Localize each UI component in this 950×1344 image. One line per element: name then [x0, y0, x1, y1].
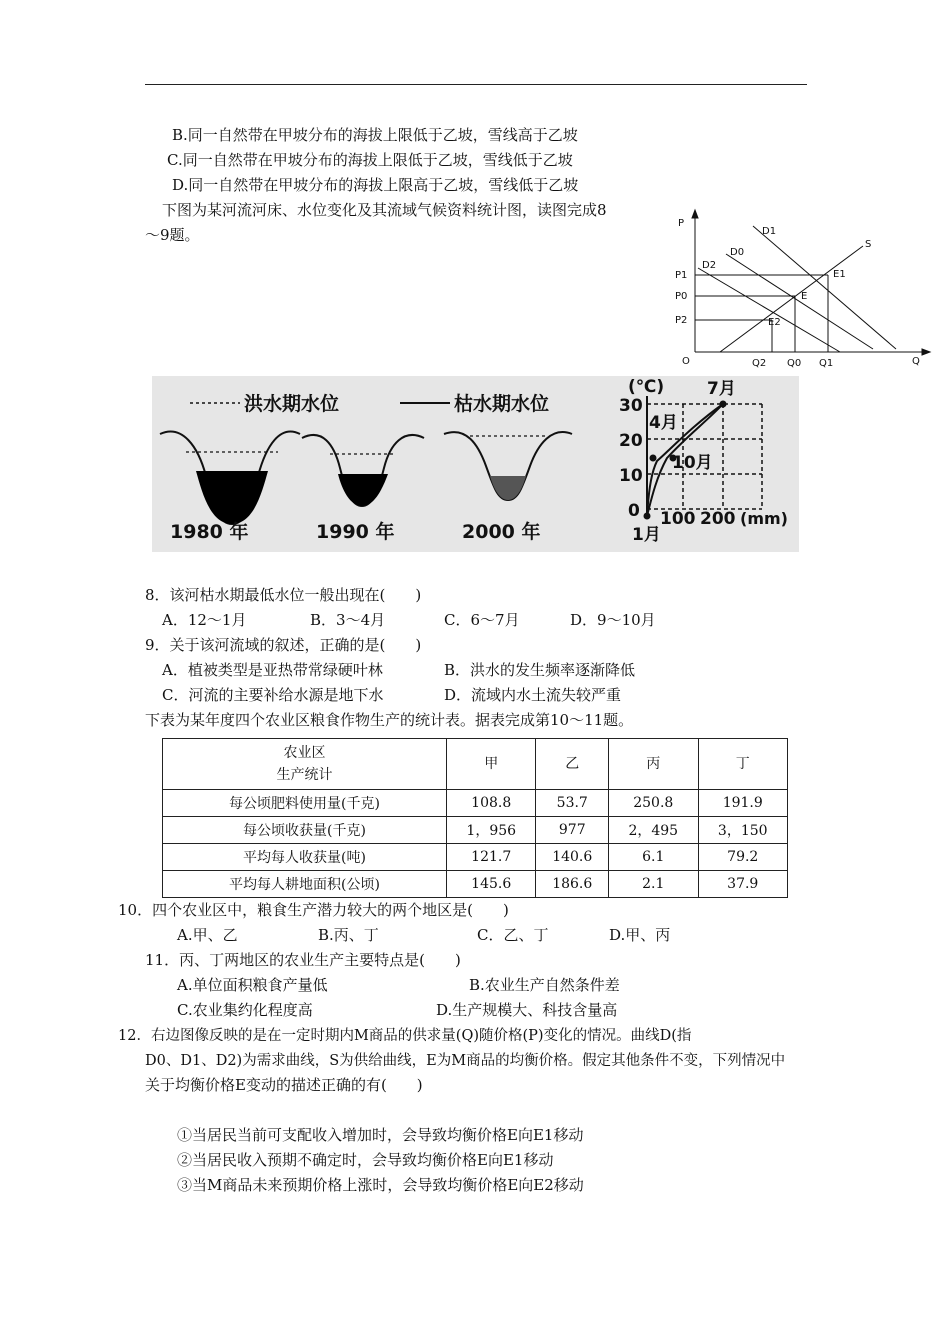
table-cell: 1，956	[447, 817, 536, 844]
q8-option-b: B．3～4月	[310, 611, 386, 629]
statement-3: ③当M商品未来预期价格上涨时，会导致均衡价格E向E2移动	[177, 1176, 584, 1194]
p1-label: P1	[675, 270, 688, 281]
label-january: 1月	[632, 525, 661, 545]
supply-demand-chart	[668, 208, 938, 376]
statement-1: ①当居民当前可支配收入增加时，会导致均衡价格E向E1移动	[177, 1126, 584, 1144]
table-cell: 145.6	[447, 871, 536, 898]
table-cell: 79.2	[698, 844, 788, 871]
row-label: 每公顷肥料使用量(千克)	[163, 790, 447, 817]
p0-label: P0	[675, 291, 688, 302]
q1-label: Q1	[819, 358, 834, 369]
x-tick-100: 100	[660, 509, 696, 529]
demand-curve-d0	[726, 254, 873, 349]
column-header: 丙	[609, 739, 698, 790]
label-october: 10月	[672, 453, 713, 473]
q11-option-d: D.生产规模大、科技含量高	[436, 1001, 618, 1019]
row-label: 平均每人收获量(吨)	[163, 844, 447, 871]
table-cell: 3，150	[698, 817, 788, 844]
q10-option-b: B.丙、丁	[318, 926, 379, 944]
table-cell: 2，495	[609, 817, 698, 844]
p-axis-label: P	[678, 218, 685, 229]
table-cell: 186.6	[536, 871, 609, 898]
q8-option-c: C．6～7月	[444, 611, 520, 629]
origin-label: O	[682, 356, 690, 367]
demand-curve-d1	[753, 226, 896, 349]
table-cell: 191.9	[698, 790, 788, 817]
q10-option-c: C．乙、丁	[477, 926, 549, 944]
q7-option-b: B.同一自然带在甲坡分布的海拔上限低于乙坡，雪线高于乙坡	[172, 126, 578, 144]
column-header: 丁	[698, 739, 788, 790]
q9-option-b: B．洪水的发生频率逐渐降低	[444, 661, 636, 679]
table-cell: 53.7	[536, 790, 609, 817]
y-tick-20: 20	[619, 431, 643, 451]
river-climate-figure	[152, 376, 799, 552]
table-cell: 108.8	[447, 790, 536, 817]
q7-option-c: C.同一自然带在甲坡分布的海拔上限低于乙坡，雪线低于乙坡	[167, 151, 573, 169]
supply-curve-s	[720, 246, 863, 352]
corner-bottom-label: 生产统计	[276, 767, 333, 783]
e-label: E	[801, 291, 808, 302]
x-tick-200: 200	[700, 509, 736, 529]
table-cell: 977	[536, 817, 609, 844]
p2-label: P2	[675, 315, 688, 326]
d2-label: D2	[702, 260, 717, 271]
table-cell: 250.8	[609, 790, 698, 817]
column-header: 甲	[447, 739, 536, 790]
q11-option-a: A.单位面积粮食产量低	[177, 976, 328, 994]
intro-q8-9-cont: ～9题。	[145, 226, 200, 244]
table-cell: 6.1	[609, 844, 698, 871]
y-tick-30: 30	[619, 396, 643, 416]
table-header-row	[163, 739, 788, 790]
legend-flood-label: 洪水期水位	[244, 393, 340, 415]
y-tick-0: 0	[628, 501, 640, 521]
question-8: 8．该河枯水期最低水位一般出现在( )	[145, 586, 422, 604]
statement-2: ②当居民收入预期不确定时，会导致均衡价格E向E1移动	[177, 1151, 554, 1169]
q9-option-d: D．流域内水土流失较严重	[444, 686, 622, 704]
d1-label: D1	[762, 226, 777, 237]
question-12-line2: D0、D1、D2)为需求曲线，S为供给曲线，E为M商品的均衡价格。假定其他条件不变，下列情况中	[145, 1053, 786, 1069]
q2-label: Q2	[752, 358, 767, 369]
question-10: 10．四个农业区中，粮食生产潜力较大的两个地区是( )	[118, 901, 509, 919]
year-2000: 2000 年	[462, 521, 541, 543]
demand-curve-d2	[698, 268, 840, 352]
question-9: 9．关于该河流域的叙述，正确的是( )	[145, 636, 422, 654]
q10-option-d: D.甲、丙	[609, 926, 671, 944]
row-label: 平均每人耕地面积(公顷)	[163, 871, 447, 898]
question-12-line3: 关于均衡价格E变动的描述正确的有( )	[145, 1076, 423, 1094]
p-axis-arrow	[692, 210, 698, 218]
table-row	[163, 790, 788, 817]
corner-top-label: 农业区	[283, 745, 326, 761]
riverbed-1990	[302, 435, 424, 506]
year-1980: 1980 年	[170, 521, 249, 543]
q7-option-d: D.同一自然带在甲坡分布的海拔上限高于乙坡，雪线低于乙坡	[172, 176, 579, 194]
agriculture-stats-table	[162, 738, 788, 898]
question-11: 11．丙、丁两地区的农业生产主要特点是( )	[145, 951, 461, 969]
year-1990: 1990 年	[316, 521, 395, 543]
temp-unit-label: (℃)	[628, 377, 665, 397]
label-april: 4月	[649, 413, 678, 433]
intro-q10-11: 下表为某年度四个农业区粮食作物生产的统计表。据表完成第10～11题。	[145, 711, 634, 729]
legend-dry-label: 枯水期水位	[454, 393, 550, 415]
table-cell: 140.6	[536, 844, 609, 871]
q11-option-b: B.农业生产自然条件差	[469, 976, 620, 994]
q0-label: Q0	[787, 358, 802, 369]
header-rule	[145, 84, 807, 85]
table-cell: 2.1	[609, 871, 698, 898]
q8-option-d: D．9～10月	[570, 611, 656, 629]
riverbed-2000	[444, 432, 572, 500]
table-row	[163, 844, 788, 871]
q9-option-a: A．植被类型是亚热带常绿硬叶林	[162, 661, 383, 679]
y-tick-10: 10	[619, 466, 643, 486]
e2-label: E2	[768, 317, 781, 328]
table-corner-cell	[163, 739, 447, 790]
e1-label: E1	[833, 269, 846, 280]
q9-option-c: C．河流的主要补给水源是地下水	[162, 686, 384, 704]
s-label: S	[865, 239, 872, 250]
table-row	[163, 871, 788, 898]
column-header: 乙	[536, 739, 609, 790]
q11-option-c: C.农业集约化程度高	[177, 1001, 313, 1019]
question-12-line1: 12．右边图像反映的是在一定时期内M商品的供求量(Q)随价格(P)变化的情况。曲线D(指	[118, 1028, 692, 1044]
table-row	[163, 817, 788, 844]
row-label: 每公顷收获量(千克)	[163, 817, 447, 844]
q10-option-a: A.甲、乙	[177, 926, 238, 944]
table-cell: 37.9	[698, 871, 788, 898]
q8-option-a: A．12～1月	[162, 611, 247, 629]
q-axis-label: Q	[912, 356, 920, 367]
label-july: 7月	[707, 379, 736, 399]
intro-q8-9: 下图为某河流河床、水位变化及其流域气候资料统计图，读图完成8	[162, 201, 607, 219]
table-cell: 121.7	[447, 844, 536, 871]
precip-unit-label: (mm)	[740, 509, 788, 528]
d0-label: D0	[730, 247, 745, 258]
riverbed-1980	[160, 432, 300, 524]
q-axis-arrow	[922, 349, 930, 355]
